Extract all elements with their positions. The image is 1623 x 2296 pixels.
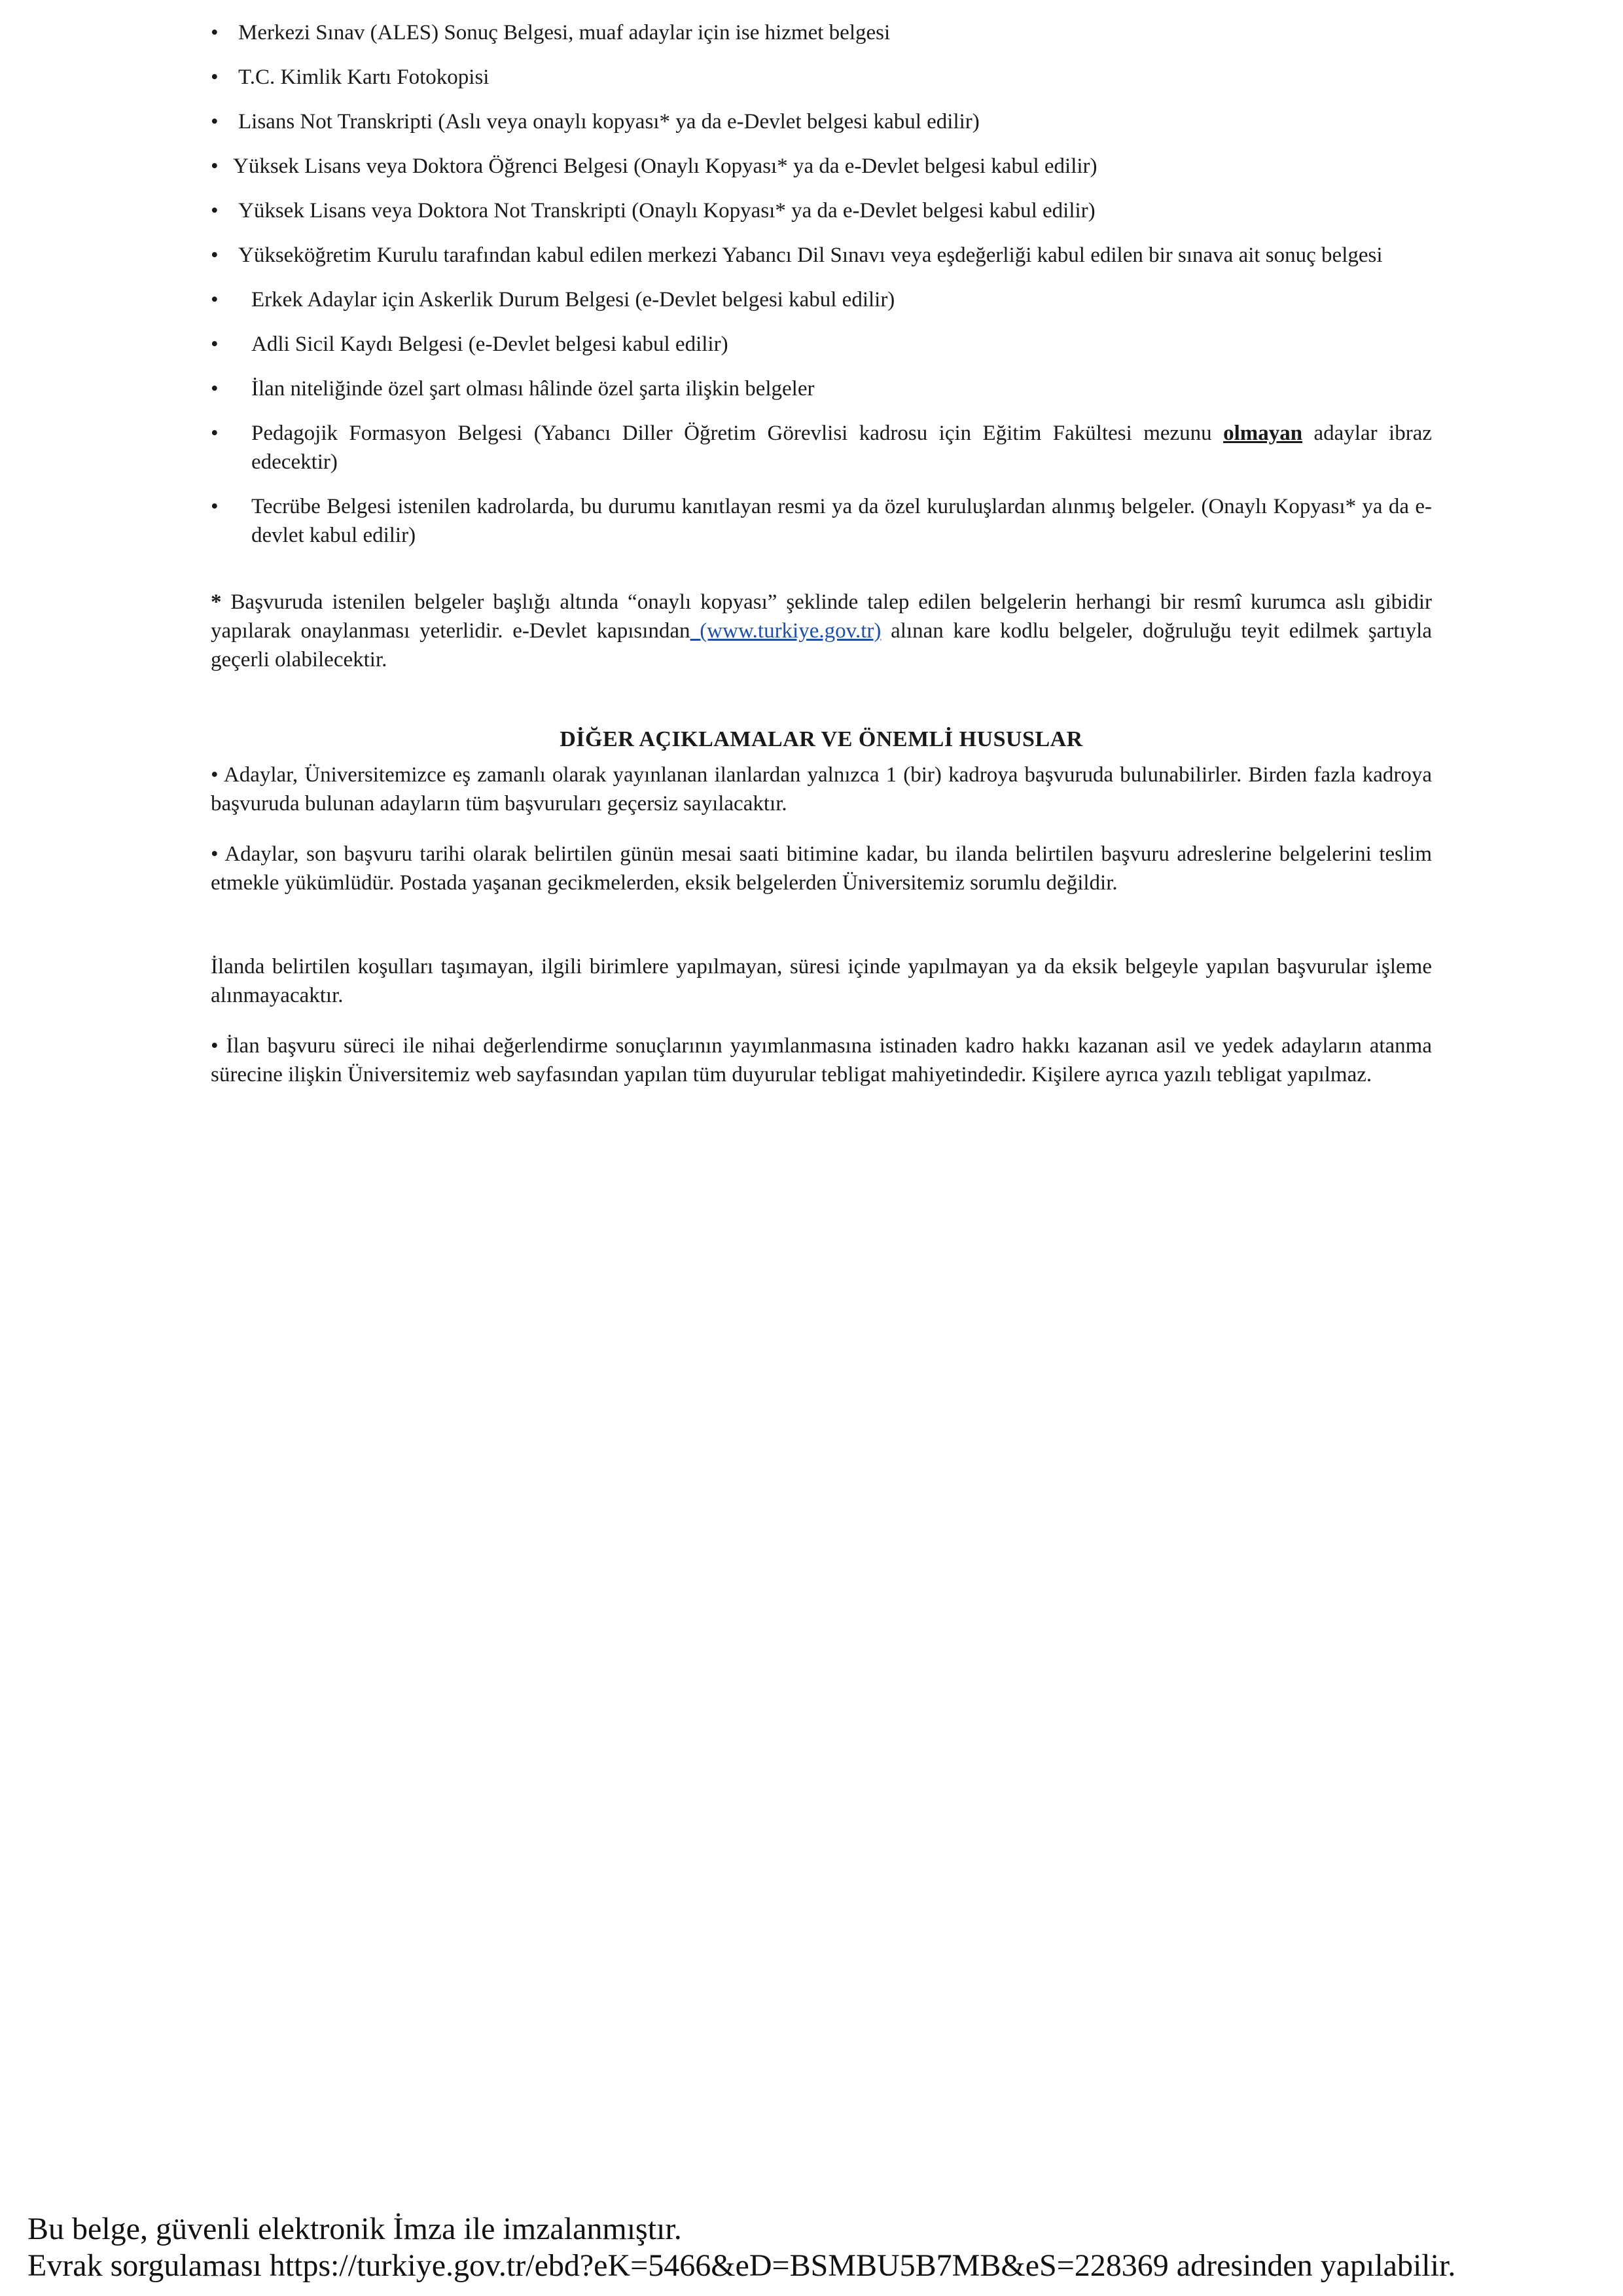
list-item: [211, 152, 1432, 181]
section-title: DİĞER AÇIKLAMALAR VE ÖNEMLİ HUSUSLAR: [560, 727, 1083, 751]
verification-line: Evrak sorgulaması https://turkiye.gov.tr/ebd?eK=5466&eD=BSMBU5B7MB&eS=228369 adresinden yapılabilir.: [27, 2248, 1456, 2283]
list-item-text-before: Pedagojik Formasyon Belgesi (Yabancı Diller Öğretim Görevlisi kadrosu için Eğitim Fakültesi mezunu: [251, 422, 1224, 445]
paragraph-single-application: • Adaylar, Üniversitemizce eş zamanlı olarak yayınlanan ilanlardan yalnızca 1 (bir) kadroya başvuruda bulunabilirler. Birden fazla kadroya başvuruda bulunan adayların tüm başvuruları geçersiz sayılacaktır.: [211, 763, 1432, 816]
bullet-icon: •: [211, 377, 219, 401]
list-item: [211, 330, 1432, 359]
turkiye-gov-link[interactable]: (www.turkiye.gov.tr): [690, 619, 882, 643]
list-item-text: İlan niteliğinde özel şart olması hâlinde özel şarta ilişkin belgeler: [251, 377, 815, 401]
bullet-icon: •: [211, 243, 219, 267]
list-item: [211, 374, 1432, 403]
list-item: [211, 241, 1432, 270]
list-item: [211, 107, 1432, 136]
footnote: [211, 588, 1432, 674]
list-item: [211, 285, 1432, 314]
list-item-text: Tecrübe Belgesi istenilen kadrolarda, bu durumu kanıtlayan resmi ya da özel kuruluşlardan alınmış belgeler. (Onaylı Kopyası* ya da e-devlet kabul edilir): [251, 495, 1432, 547]
bullet-icon: •: [211, 199, 219, 223]
list-item-text: Yüksek Lisans veya Doktora Not Transkripti (Onaylı Kopyası* ya da e-Devlet belgesi kabul edilir): [238, 199, 1096, 223]
bullet-icon: •: [211, 110, 219, 134]
list-item: [211, 63, 1432, 92]
list-item: [211, 492, 1432, 550]
list-item-text: Yüksek Lisans veya Doktora Öğrenci Belgesi (Onaylı Kopyası* ya da e-Devlet belgesi kabul edilir): [233, 154, 1097, 178]
paragraph-announcements: • İlan başvuru süreci ile nihai değerlendirme sonuçlarının yayımlanmasına istinaden kadro hakkı kazanan asil ve yedek adayların atanma sürecine ilişkin Üniversitemiz web sayfasından yapılan tüm duyurular tebligat mahiyetindedir. Kişilere ayrıca yazılı tebligat yapılmaz.: [211, 1034, 1432, 1086]
required-documents-list: [211, 18, 1432, 550]
bullet-icon: •: [211, 154, 219, 178]
bullet-icon: •: [211, 422, 219, 445]
list-item: [211, 196, 1432, 225]
list-item-text: Merkezi Sınav (ALES) Sonuç Belgesi, muaf adaylar için ise hizmet belgesi: [238, 21, 891, 45]
paragraph-deadline: • Adaylar, son başvuru tarihi olarak belirtilen günün mesai saati bitimine kadar, bu ilanda belirtilen başvuru adreslerine belgelerini teslim etmekle yükümlüdür. Postada yaşanan gecikmelerden, eksik belgelerden Üniversitemiz sorumlu değildir.: [211, 842, 1432, 895]
list-item-text-after: adaylar ibraz edecektir): [251, 422, 1432, 474]
footnote-star: *: [211, 590, 222, 614]
list-item-text: Lisans Not Transkripti (Aslı veya onaylı kopyası* ya da e-Devlet belgesi kabul edilir): [238, 110, 980, 134]
footnote-text-after: alınan kare kodlu belgeler, doğruluğu teyit edilmek şartıyla geçerli olabilecektir.: [211, 619, 1432, 672]
list-item-text: Adli Sicil Kaydı Belgesi (e-Devlet belgesi kabul edilir): [251, 332, 728, 356]
paragraph-invalid-applications: İlanda belirtilen koşulları taşımayan, ilgili birimlere yapılmayan, süresi içinde yapılmayan ya da eksik belgeyle yapılan başvurular işleme alınmayacaktır.: [211, 955, 1432, 1007]
list-item: [211, 419, 1432, 476]
bullet-icon: •: [211, 65, 219, 89]
footnote-text-before: Başvuruda istenilen belgeler başlığı altında “onaylı kopyası” şeklinde talep edilen belgelerin herhangi bir resmî kurumca aslı gibidir yapılarak onaylanması yeterlidir. e-Devlet kapısından: [211, 590, 1432, 643]
emphasis-text: olmayan: [1223, 422, 1303, 445]
list-item-text: Erkek Adaylar için Askerlik Durum Belgesi (e-Devlet belgesi kabul edilir): [251, 288, 895, 312]
bullet-icon: •: [211, 21, 219, 45]
list-item-text: Yükseköğretim Kurulu tarafından kabul edilen merkezi Yabancı Dil Sınavı veya eşdeğerliği kabul edilen bir sınava ait sonuç belgesi: [238, 243, 1383, 267]
bullet-icon: •: [211, 288, 219, 312]
bullet-icon: •: [211, 332, 219, 356]
bullet-icon: •: [211, 495, 219, 518]
list-item-text: T.C. Kimlik Kartı Fotokopisi: [238, 65, 490, 89]
e-signature-line: Bu belge, güvenli elektronik İmza ile imzalanmıştır.: [27, 2212, 682, 2246]
list-item: [211, 18, 1432, 47]
document-body: [211, 18, 1432, 1111]
e-signature-notice: [27, 2211, 1455, 2284]
